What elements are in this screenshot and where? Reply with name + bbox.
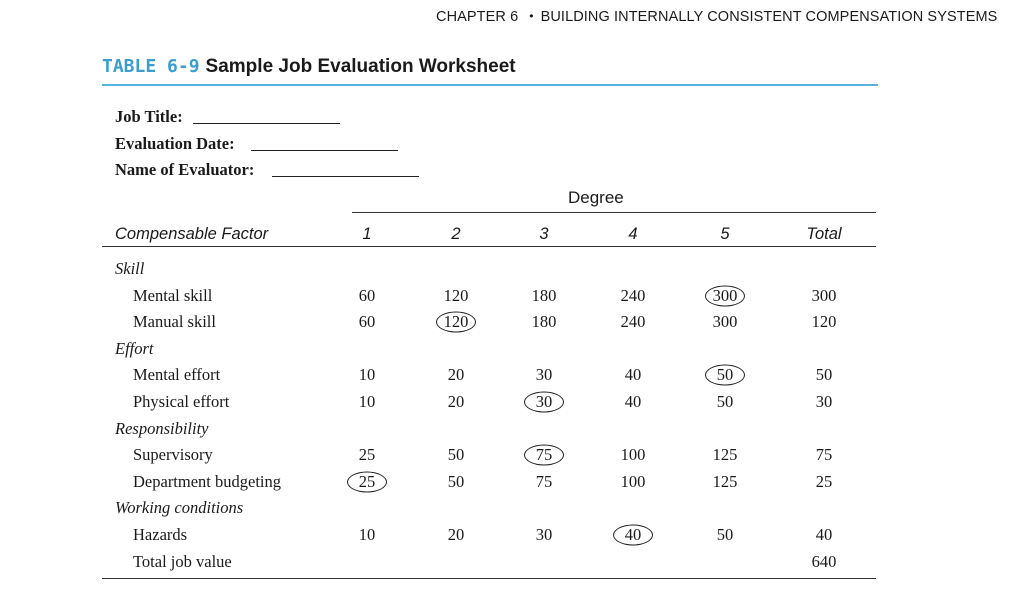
evaluation-date-label: Evaluation Date: [115,134,235,153]
selected-point-cell: 75 [519,445,569,465]
row-total: 50 [815,365,833,385]
group-label: Working conditions [115,498,244,518]
point-cell: 100 [620,471,646,491]
point-cell: 50 [716,392,734,411]
factor-label: Mental effort [133,365,221,385]
degree-rule [352,212,876,213]
point-cell: 10 [358,365,376,385]
degree-header-4: 4 [628,225,638,243]
point-cell: 50 [716,525,734,544]
row-total: 120 [811,312,837,332]
degree-header-3: 3 [539,225,549,243]
evaluator-field [115,160,254,180]
degree-header-5: 5 [720,225,730,243]
bottom-rule [102,578,876,579]
point-cell: 60 [358,312,376,332]
table-caption [102,56,516,78]
degree-label: Degree [568,188,624,207]
point-cell: 50 [447,445,465,465]
factor-label: Department budgeting [133,471,282,491]
point-cell: 20 [447,365,465,385]
point-cell: 10 [358,392,376,411]
table-number: TABLE 6-9 [102,56,200,77]
evaluator-label: Name of Evaluator: [115,160,255,179]
point-cell: 180 [531,285,557,305]
evaluation-date-blank [251,150,398,151]
selected-point-cell: 25 [342,472,392,492]
selected-point-cell: 50 [700,365,750,385]
factor-label: Manual skill [133,312,216,332]
group-label: Effort [115,338,154,358]
point-cell: 125 [712,471,738,491]
point-cell: 10 [358,525,376,544]
point-cell: 100 [620,445,646,465]
point-cell: 240 [620,312,646,332]
bullet-icon: • [529,9,534,23]
job-title-blank [193,123,340,124]
chapter-title: BUILDING INTERNALLY CONSISTENT COMPENSATION SYSTEMS [540,9,998,25]
point-cell: 75 [535,471,553,491]
selected-point-cell: 300 [700,286,750,306]
point-cell: 120 [443,285,469,305]
point-cell: 180 [531,312,557,332]
running-head [436,9,997,25]
degree-header-1: 1 [362,225,372,243]
point-cell: 40 [624,365,642,385]
selection-circle [705,285,745,306]
evaluation-date-field [115,134,235,154]
selection-circle [705,365,745,386]
header-rule [102,246,876,247]
selected-point-cell: 120 [431,312,481,332]
table-title: Sample Job Evaluation Worksheet [205,56,516,77]
row-total: 40 [815,525,833,544]
point-cell: 125 [712,445,738,465]
selection-circle [524,445,564,466]
point-cell: 20 [447,392,465,411]
factor-label: Physical effort [133,392,230,411]
total-header: Total [806,225,842,243]
total-job-value: 640 [811,551,837,571]
job-title-field [115,107,183,127]
row-total: 30 [815,392,833,411]
factor-label: Mental skill [133,285,213,305]
selected-point-cell: 30 [519,392,569,412]
point-cell: 20 [447,525,465,544]
selection-circle [613,525,653,546]
group-label: Responsibility [115,418,209,438]
degree-header-2: 2 [451,225,461,243]
selection-circle [436,312,476,333]
point-cell: 60 [358,285,376,305]
group-label: Skill [115,259,145,278]
factor-label: Supervisory [133,445,213,465]
total-job-value-label: Total job value [133,551,232,571]
point-cell: 50 [447,471,465,491]
factor-label: Hazards [133,525,188,544]
point-cell: 25 [358,445,376,465]
caption-rule [102,84,878,86]
row-total: 25 [815,471,833,491]
selected-point-cell: 40 [608,525,658,545]
selection-circle [524,392,564,413]
selection-circle [347,471,387,492]
point-cell: 40 [624,392,642,411]
point-cell: 30 [535,525,553,544]
chapter-label: CHAPTER 6 [436,9,519,25]
point-cell: 240 [620,285,646,305]
row-total: 75 [815,445,833,465]
row-total: 300 [811,285,837,305]
evaluator-blank [272,176,419,177]
job-title-label: Job Title: [115,107,183,126]
point-cell: 30 [535,365,553,385]
factor-header: Compensable Factor [115,225,269,243]
point-cell: 300 [712,312,738,332]
